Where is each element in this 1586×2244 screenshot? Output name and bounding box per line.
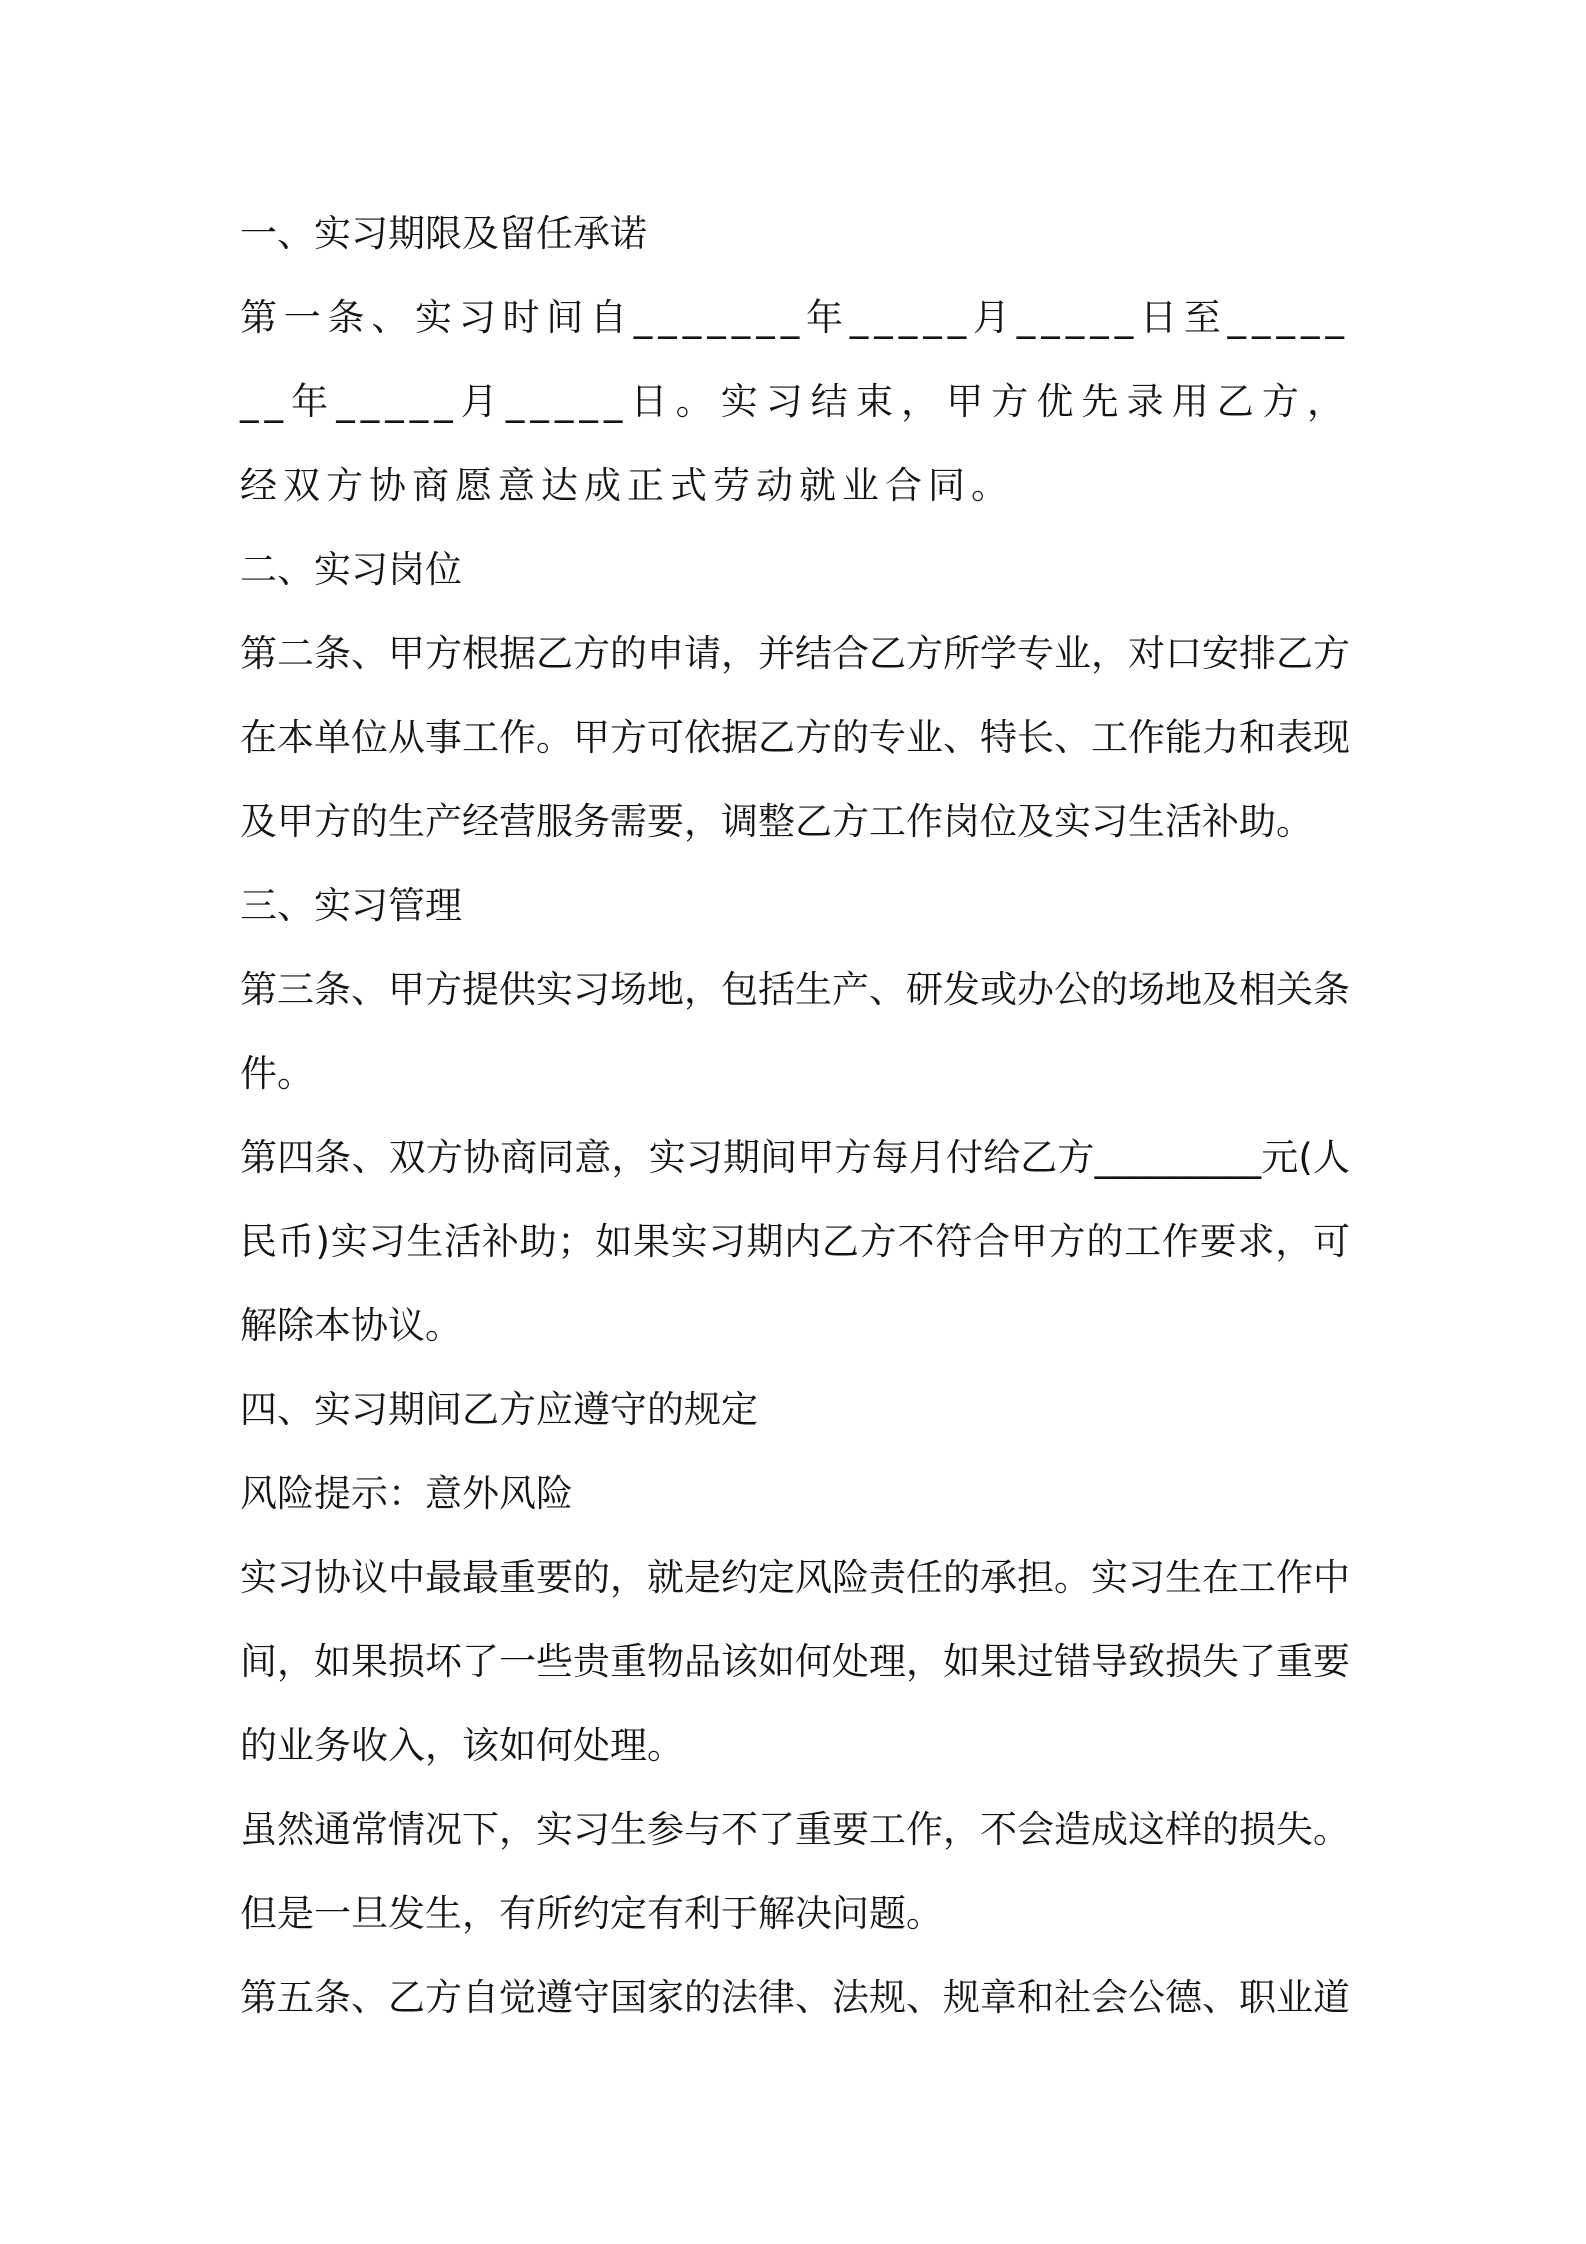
article-2: 第二条、甲方根据乙方的申请，并结合乙方所学专业，对口安排乙方在本单位从事工作。甲方可依据乙方的专业、特长、工作能力和表现及甲方的生产经营服务需要，调整乙方工作岗位及实习生活补助。 <box>240 632 1350 843</box>
section-heading-2: 二、实习岗位 <box>240 548 462 591</box>
article-1: 第一条、实习时间自_______年_____月_____日至_______年_____月_____日。实习结束，甲方优先录用乙方，经双方协商愿意达成正式劳动就业合同。 <box>240 296 1350 507</box>
article-5-partial: 第五条、乙方自觉遵守国家的法律、法规、规章和社会公德、职业道 <box>240 1976 1350 2019</box>
risk-title: 风险提示：意外风险 <box>240 1472 573 1515</box>
document-body <box>240 192 1350 2040</box>
article-4: 第四条、双方协商同意，实习期间甲方每月付给乙方_________元(人民币)实习生活补助；如果实习期内乙方不符合甲方的工作要求，可解除本协议。 <box>240 1136 1350 1347</box>
risk-paragraph-1: 实习协议中最最重要的，就是约定风险责任的承担。实习生在工作中间，如果损坏了一些贵重物品该如何处理，如果过错导致损失了重要的业务收入，该如何处理。 <box>240 1556 1350 1767</box>
risk-paragraph-2: 虽然通常情况下，实习生参与不了重要工作，不会造成这样的损失。但是一旦发生，有所约定有利于解决问题。 <box>240 1808 1350 1935</box>
section-heading-4: 四、实习期间乙方应遵守的规定 <box>240 1388 758 1431</box>
article-3: 第三条、甲方提供实习场地，包括生产、研发或办公的场地及相关条件。 <box>240 968 1350 1095</box>
section-heading-3: 三、实习管理 <box>240 884 462 927</box>
section-heading-1: 一、实习期限及留任承诺 <box>240 212 647 255</box>
